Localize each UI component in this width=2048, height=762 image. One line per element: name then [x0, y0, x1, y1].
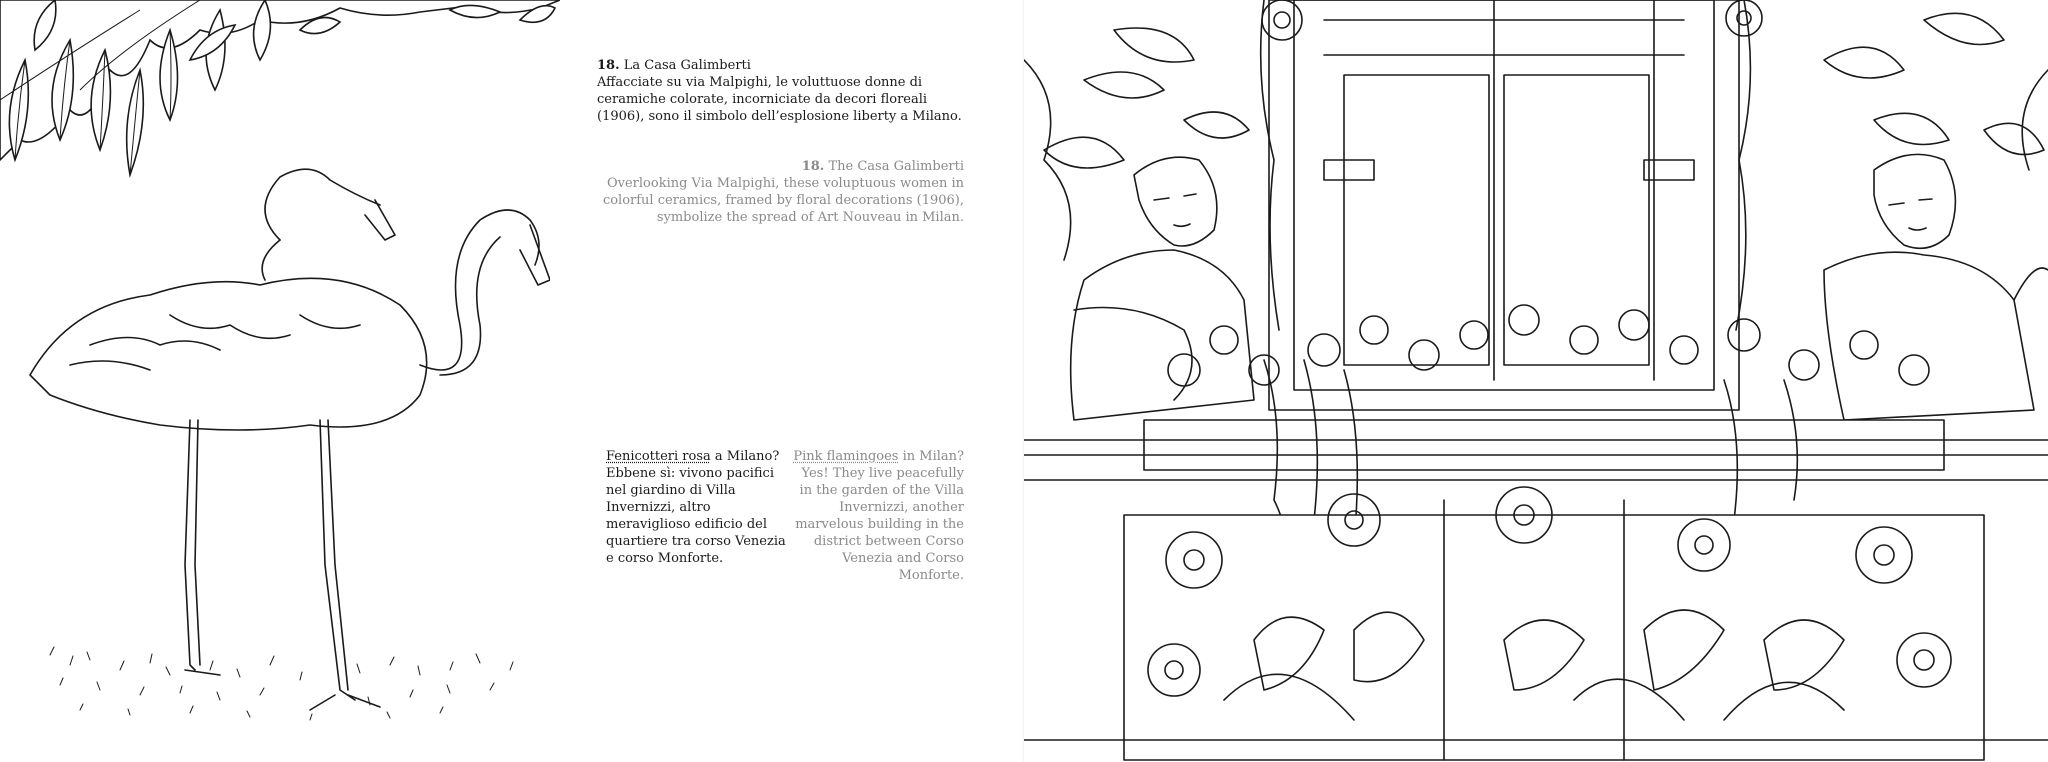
- flamingo-note-english: [790, 448, 964, 584]
- caption-italian-number: 18.: [597, 58, 620, 73]
- right-page: [1024, 0, 2048, 762]
- caption-english-body: Overlooking Via Malpighi, these voluptuous women in colorful ceramics, framed by floral decorations (1906), symbolize the spread of Art Nouveau in Milan.: [602, 176, 964, 225]
- caption-italian-body: Affacciate su via Malpighi, le voluttuose donne di ceramiche colorate, incorniciate da decori floreali (1906), sono il simbolo dell’esplosione liberty a Milano.: [597, 75, 962, 124]
- flamingo-note-italian-lead: Fenicotteri rosa: [606, 449, 711, 464]
- flamingo-note-english-lead: Pink flamingoes: [793, 449, 899, 464]
- caption-english: [590, 158, 964, 226]
- flamingo-note-english-body: in Milan? Yes! They live peacefully in the garden of the Villa Invernizzi, another marvelous building in the district between Corso Venezia and Corso Monforte.: [795, 449, 964, 583]
- caption-italian: [597, 57, 977, 125]
- casa-galimberti-facade-illustration: [1024, 0, 2048, 762]
- foliage-illustration: [0, 0, 560, 180]
- flamingo-note-italian-body: a Milano? Ebbene sì: vivono pacifici nel giardino di Villa Invernizzi, altro meraviglioso edificio del quartiere tra corso Venezia e corso Monforte.: [606, 449, 786, 566]
- caption-english-title: The Casa Galimberti: [828, 159, 964, 174]
- caption-english-number: 18.: [801, 159, 825, 174]
- flamingo-note-italian: [606, 448, 786, 567]
- flamingo-illustration: [10, 165, 550, 735]
- caption-italian-title: La Casa Galimberti: [623, 58, 751, 73]
